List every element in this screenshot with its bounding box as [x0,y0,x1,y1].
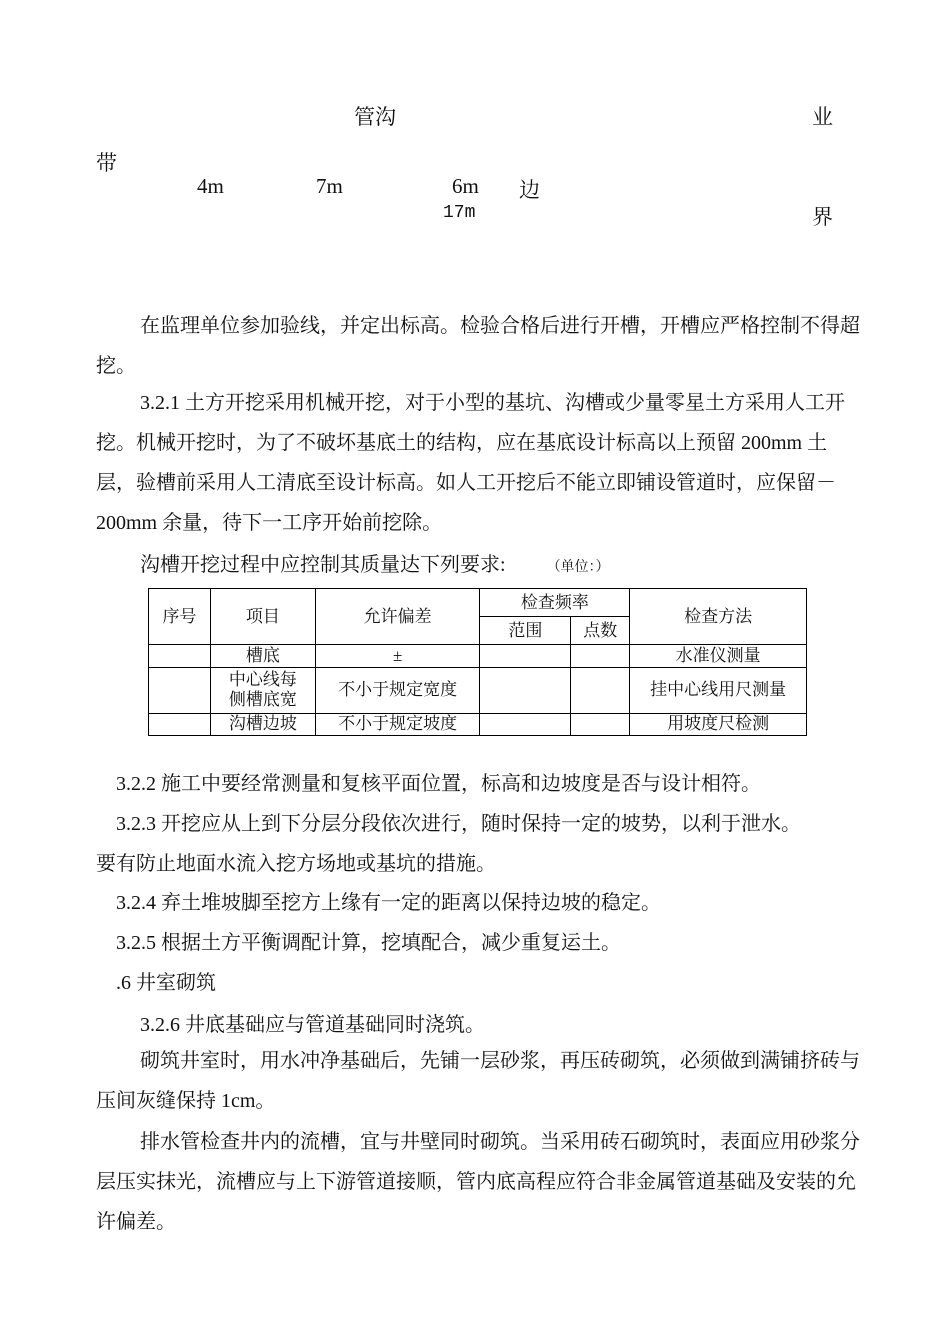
fragment-ye: 业 [812,105,833,129]
fragment-7m: 7m [316,174,343,198]
fragment-jie: 界 [812,205,833,229]
table-intro-text: 沟槽开挖过程中应控制其质量达下列要求: [140,554,506,576]
table-header-row [149,589,807,617]
paragraph-drainage: 排水管检查井内的流槽，宜与井壁同时砌筑。当采用砖石砌筑时，表面应用砂浆分层压实抹光，流槽应与上下游管道接顺，管内底高程应符合非金属管道基础及安装的允许偏差。 [96,1131,860,1233]
header-tolerance: 允许偏差 [315,589,480,645]
header-no: 序号 [149,589,211,645]
header-frequency: 检查频率 [480,589,630,617]
clause-3-2-4: 3.2.4 弃土堆坡脚至挖方上缘有一定的距离以保持边坡的稳定。 [116,892,661,914]
cell-method: 水准仪测量 [630,645,807,667]
fragment-guangou: 管沟 [354,105,396,129]
clause-3-2-5: 3.2.5 根据土方平衡调配计算，挖填配合，减少重复运土。 [116,932,621,954]
cell-no [149,713,211,735]
cell-range [480,645,571,667]
header-method: 检查方法 [630,589,807,645]
table-unit: （单位：） [546,560,610,575]
table-row [149,645,807,667]
table-row [149,713,807,735]
header-range: 范围 [480,617,571,645]
fragment-bian: 边 [519,178,540,202]
cell-method: 挂中心线用尺测量 [630,667,807,713]
table-intro [140,548,610,577]
cell-range [480,667,571,713]
cell-tolerance: ± [315,645,480,667]
fragment-dai: 带 [96,151,117,175]
paragraph-3-2-1: 3.2.1 土方开挖采用机械开挖，对于小型的基坑、沟槽或少量零星土方采用人工开挖。机械开挖时，为了不破坏基底土的结构，应在基底设计标高以上预留 200mm 土层，验槽前采用人工清底至设计标高。如人工开挖后不能立即铺设管道时，应保留－200mm 余量，待下一工序开始前挖除。 [96,392,845,534]
table-row [149,667,807,713]
header-points: 点数 [571,617,630,645]
clause-3-2-3: 3.2.3 开挖应从上到下分层分段依次进行，随时保持一定的坡势，以利于泄水。 [116,813,801,835]
quality-table [148,588,807,736]
cell-tolerance: 不小于规定坡度 [315,713,480,735]
paragraph-masonry: 砌筑井室时，用水冲净基础后，先铺一层砂浆，再压砖砌筑，必须做到满铺挤砖与压间灰缝保持 1cm。 [96,1050,860,1112]
cell-no [149,667,211,713]
paragraph-inspection: 在监理单位参加验线，并定出标高。检验合格后进行开槽，开槽应严格控制不得超挖。 [96,315,860,377]
clause-3-2-2: 3.2.2 施工中要经常测量和复核平面位置，标高和边坡度是否与设计相符。 [116,773,761,795]
cell-item: 沟槽边坡 [210,713,315,735]
clause-3-2-6: 3.2.6 井底基础应与管道基础同时浇筑。 [140,1014,485,1036]
clause-3-2-3-continued: 要有防止地面水流入挖方场地或基坑的措施。 [96,853,496,875]
cell-tolerance: 不小于规定宽度 [315,667,480,713]
cell-method: 用坡度尺检测 [630,713,807,735]
cell-points [571,713,630,735]
cell-item: 中心线每侧槽底宽 [210,667,315,713]
cell-range [480,713,571,735]
section-heading-masonry: .6 井室砌筑 [116,972,216,994]
cell-no [149,645,211,667]
cell-item: 槽底 [210,645,315,667]
fragment-6m: 6m [452,174,479,198]
fragment-4m: 4m [197,174,224,198]
fragment-17m: 17m [443,203,476,223]
cell-points [571,645,630,667]
cell-points [571,667,630,713]
header-item: 项目 [210,589,315,645]
